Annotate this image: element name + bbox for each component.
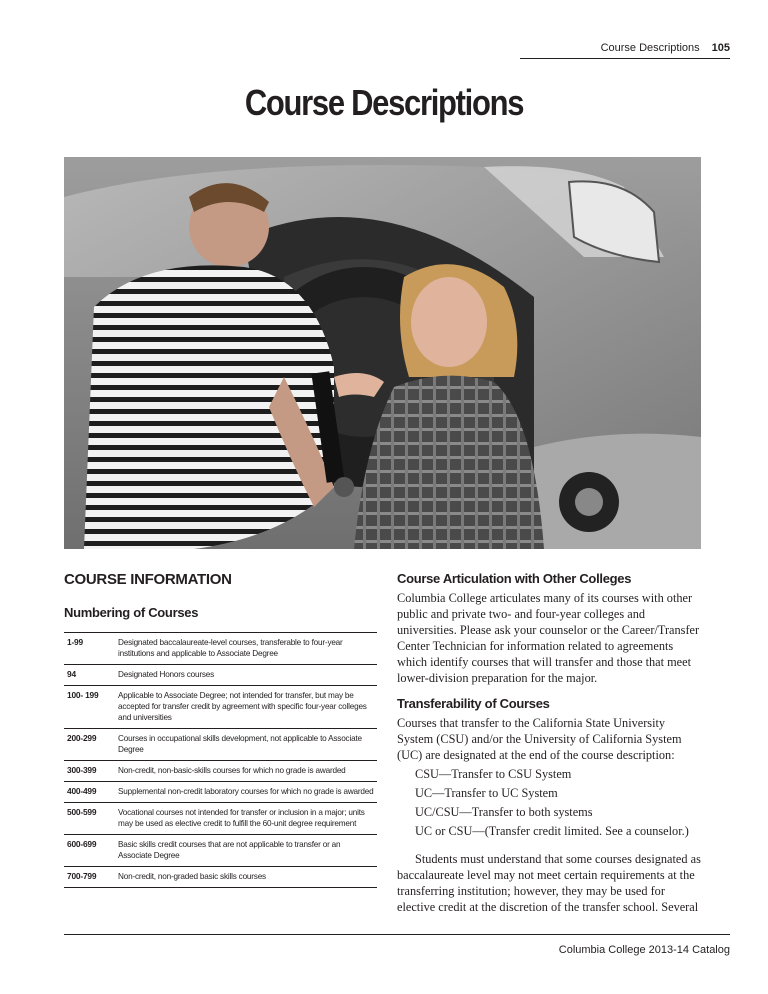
- footer-catalog-label: Columbia College 2013-14 Catalog: [558, 944, 730, 956]
- range-cell: 300-399: [67, 765, 97, 775]
- transferability-heading: Transferability of Courses: [397, 696, 550, 711]
- description-cell: Supplemental non-credit laboratory courses for which no grade is awarded: [118, 787, 374, 796]
- range-cell: 700-799: [67, 871, 97, 881]
- table-row: [64, 729, 377, 761]
- articulation-column: [397, 571, 701, 915]
- range-cell: 100- 199: [67, 690, 99, 700]
- range-cell: 400-499: [67, 786, 97, 796]
- table-row: [64, 761, 377, 782]
- transferability-body: Courses that transfer to the California State University System (CSU) and/or the University of California System (UC) are designated at the end of the course description:: [397, 716, 682, 762]
- transfer-code-list: [397, 765, 701, 841]
- range-cell: 94: [67, 669, 76, 679]
- articulation-heading: Course Articulation with Other Colleges: [397, 571, 632, 586]
- table-row: [64, 633, 377, 665]
- description-cell: Designated Honors courses: [118, 670, 215, 679]
- table-row: [64, 665, 377, 686]
- table-row: [64, 835, 377, 867]
- footer-rule: [64, 934, 730, 935]
- header-rule: [520, 58, 730, 59]
- list-item: CSU—Transfer to CSU System: [415, 767, 572, 781]
- table-row: [64, 782, 377, 803]
- table-row: [64, 867, 377, 888]
- description-cell: Basic skills credit courses that are not applicable to transfer or an Associate Degree: [118, 840, 341, 860]
- page-title: Course Descriptions: [244, 82, 524, 123]
- description-cell: Non-credit, non-graded basic skills courses: [118, 872, 266, 881]
- running-head: [601, 42, 730, 54]
- numbering-table: [64, 632, 377, 888]
- running-title: Course Descriptions: [600, 42, 700, 54]
- course-information-column: [64, 571, 377, 888]
- transferability-body-continued: Students must understand that some courses designated as baccalaureate level may not meet certain requirements at the transferring institution; however, they may be used for elective credit at the discretion of the transfer school. Several: [397, 852, 701, 914]
- range-cell: 1-99: [67, 637, 83, 647]
- hero-photo: [64, 157, 701, 549]
- articulation-body: Columbia College articulates many of its courses with other public and private two- and four-year colleges and universities. Please ask your counselor or the Career/Transfer Center Technician for information related to agreements which identify courses that will transfer and those that meet lower-division preparation for the major.: [397, 591, 700, 685]
- list-item: UC or CSU—(Transfer credit limited. See a counselor.): [415, 824, 689, 838]
- range-cell: 200-299: [67, 733, 97, 743]
- description-cell: Non-credit, non-basic-skills courses for which no grade is awarded: [118, 766, 346, 775]
- numbering-heading: Numbering of Courses: [64, 605, 199, 620]
- page-number: 105: [711, 42, 730, 54]
- range-cell: 600-699: [67, 839, 97, 849]
- list-item: UC/CSU—Transfer to both systems: [415, 805, 593, 819]
- course-information-heading: COURSE INFORMATION: [64, 571, 232, 588]
- description-cell: Designated baccalaureate-level courses, transferable to four-year institutions and applicable to Associate Degree: [118, 638, 343, 658]
- range-cell: 500-599: [67, 807, 97, 817]
- table-row: [64, 686, 377, 729]
- list-item: UC—Transfer to UC System: [415, 786, 558, 800]
- table-row: [64, 803, 377, 835]
- description-cell: Vocational courses not intended for transfer or inclusion in a major; units may be used as elective credit to fulfill the 60-unit degree requirement: [118, 808, 365, 828]
- description-cell: Courses in occupational skills development, not applicable to Associate Degree: [118, 734, 362, 754]
- description-cell: Applicable to Associate Degree; not intended for transfer, but may be accepted for transfer credit by agreement with specific four-year colleges and universities: [118, 691, 367, 722]
